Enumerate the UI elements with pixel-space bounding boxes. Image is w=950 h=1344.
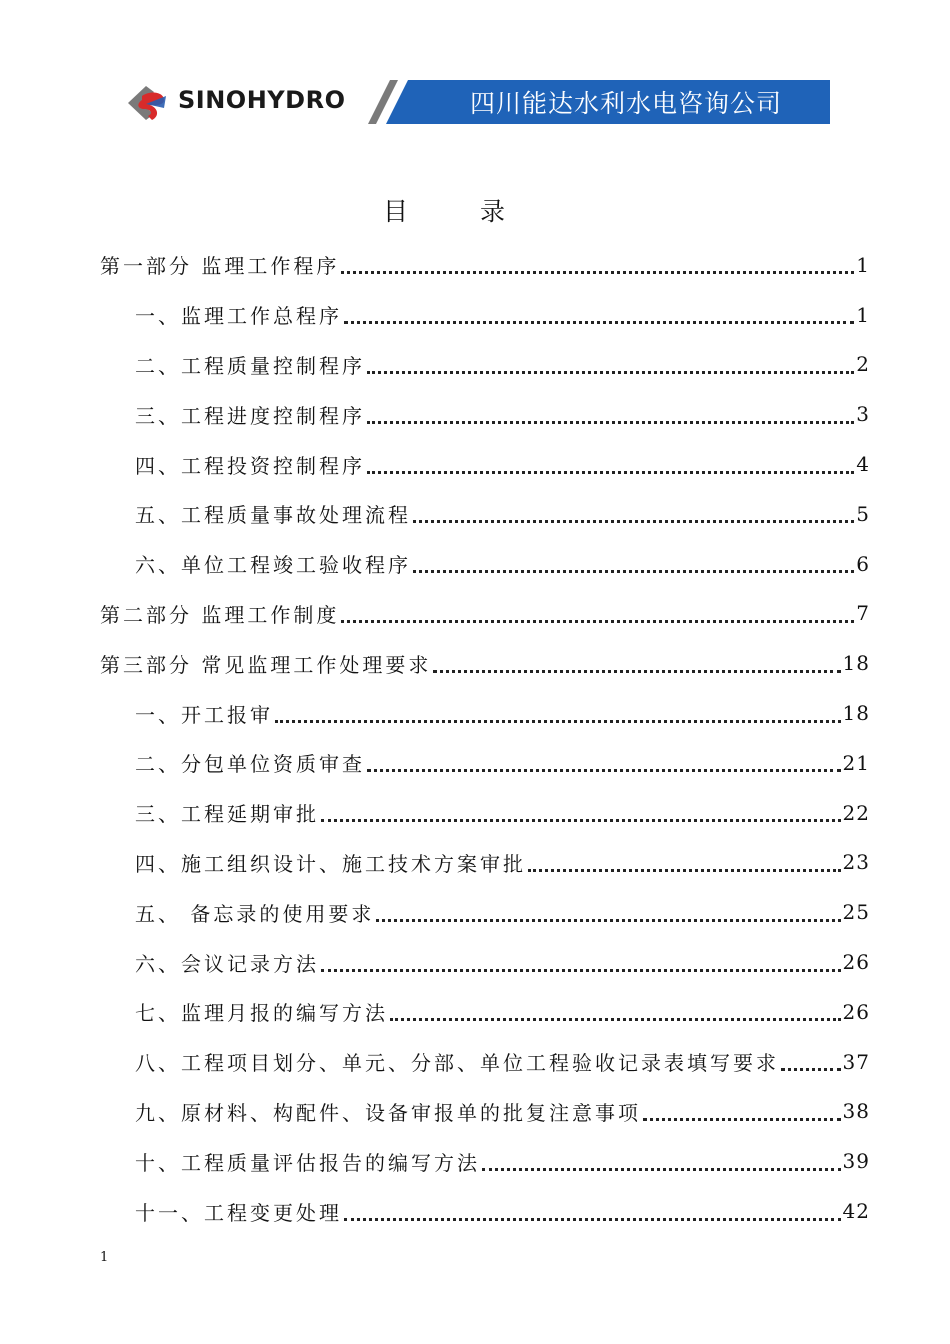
toc-dot-leader bbox=[433, 650, 840, 673]
toc-dot-leader bbox=[367, 351, 854, 374]
toc-entry[interactable] bbox=[100, 240, 870, 290]
toc-entry-label: 第二部分 监理工作制度 bbox=[100, 602, 340, 627]
toc-entry-label: 一、监理工作总程序 bbox=[135, 304, 342, 329]
toc-entry-label: 五、 备忘录的使用要求 bbox=[135, 901, 375, 926]
toc-entry-label: 二、分包单位资质审查 bbox=[135, 752, 365, 777]
toc-entry-label: 二、工程质量控制程序 bbox=[135, 353, 365, 378]
toc-dot-leader bbox=[275, 700, 841, 723]
toc-entry[interactable] bbox=[100, 1186, 870, 1236]
toc-entry-label: 六、会议记录方法 bbox=[135, 951, 319, 976]
toc-dot-leader bbox=[528, 849, 841, 872]
toc-entry-label: 四、施工组织设计、施工技术方案审批 bbox=[135, 851, 526, 876]
toc-entry-page: 4 bbox=[856, 452, 870, 477]
toc-dot-leader bbox=[482, 1148, 841, 1171]
brand-wordmark: SINOHYDRO bbox=[178, 86, 346, 114]
toc-dot-leader bbox=[321, 949, 841, 972]
toc-entry-page: 37 bbox=[842, 1049, 870, 1074]
toc-entry-page: 23 bbox=[842, 850, 870, 875]
toc-entry-page: 22 bbox=[842, 800, 870, 825]
toc-dot-leader bbox=[344, 301, 854, 324]
toc-entry[interactable] bbox=[100, 290, 870, 340]
toc-entry-label: 六、单位工程竣工验收程序 bbox=[135, 553, 411, 578]
toc-entry[interactable] bbox=[100, 887, 870, 937]
toc-entry[interactable] bbox=[100, 838, 870, 888]
toc-entry[interactable] bbox=[100, 937, 870, 987]
page-header bbox=[0, 0, 950, 140]
toc-dot-leader bbox=[413, 500, 854, 523]
toc-entry[interactable] bbox=[100, 688, 870, 738]
toc-entry[interactable] bbox=[100, 1136, 870, 1186]
toc-entry-page: 2 bbox=[856, 352, 870, 377]
toc-entry-page: 39 bbox=[842, 1149, 870, 1174]
toc-entry[interactable] bbox=[100, 1037, 870, 1087]
toc-entry-label: 三、工程进度控制程序 bbox=[135, 403, 365, 428]
toc-dot-leader bbox=[367, 451, 854, 474]
toc-entry[interactable] bbox=[100, 389, 870, 439]
toc-entry-page: 21 bbox=[842, 750, 870, 775]
toc-entry-label: 第三部分 常见监理工作处理要求 bbox=[100, 652, 432, 677]
toc-dot-leader bbox=[413, 550, 854, 573]
toc-entry[interactable] bbox=[100, 439, 870, 489]
toc-entry[interactable] bbox=[100, 788, 870, 838]
toc-entry-label: 九、原材料、构配件、设备审报单的批复注意事项 bbox=[135, 1100, 641, 1125]
toc-entry[interactable] bbox=[100, 987, 870, 1037]
toc-entry-label: 八、工程项目划分、单元、分部、单位工程验收记录表填写要求 bbox=[135, 1051, 779, 1076]
toc-dot-leader bbox=[390, 998, 841, 1021]
page-title: 目录 bbox=[382, 197, 577, 226]
toc-entry-page: 5 bbox=[856, 501, 870, 526]
toc-dot-leader bbox=[341, 600, 854, 623]
toc-entry[interactable] bbox=[100, 589, 870, 639]
toc-dot-leader bbox=[781, 1048, 841, 1071]
toc-dot-leader bbox=[376, 899, 840, 922]
table-of-contents bbox=[100, 240, 870, 1236]
toc-entry-page: 7 bbox=[856, 601, 870, 626]
toc-entry-page: 25 bbox=[842, 900, 870, 925]
toc-entry-page: 1 bbox=[856, 252, 870, 277]
toc-entry-label: 十一、工程变更处理 bbox=[135, 1200, 342, 1225]
toc-entry[interactable] bbox=[100, 539, 870, 589]
toc-entry-page: 3 bbox=[856, 402, 870, 427]
toc-entry-page: 6 bbox=[856, 551, 870, 576]
toc-entry[interactable] bbox=[100, 340, 870, 390]
toc-dot-leader bbox=[367, 401, 854, 424]
toc-entry-page: 18 bbox=[842, 651, 870, 676]
sinohydro-logo-icon bbox=[120, 78, 172, 128]
toc-dot-leader bbox=[341, 251, 854, 274]
toc-entry-label: 一、开工报审 bbox=[135, 702, 273, 727]
toc-entry[interactable] bbox=[100, 638, 870, 688]
toc-entry-label: 五、工程质量事故处理流程 bbox=[135, 503, 411, 528]
toc-entry-page: 18 bbox=[842, 701, 870, 726]
toc-entry-label: 四、工程投资控制程序 bbox=[135, 453, 365, 478]
toc-entry-page: 26 bbox=[842, 950, 870, 975]
company-name: 四川能达水利水电咨询公司 bbox=[470, 89, 783, 118]
toc-entry[interactable] bbox=[100, 1087, 870, 1137]
toc-dot-leader bbox=[344, 1198, 841, 1221]
toc-entry-label: 第一部分 监理工作程序 bbox=[100, 254, 340, 279]
toc-entry[interactable] bbox=[100, 738, 870, 788]
toc-entry-page: 38 bbox=[842, 1099, 870, 1124]
toc-dot-leader bbox=[643, 1098, 841, 1121]
toc-entry-page: 26 bbox=[842, 999, 870, 1024]
toc-dot-leader bbox=[367, 749, 841, 772]
page-number: 1 bbox=[100, 1250, 109, 1265]
toc-entry-label: 十、工程质量评估报告的编写方法 bbox=[135, 1150, 480, 1175]
toc-entry-page: 1 bbox=[856, 302, 870, 327]
toc-entry-label: 七、监理月报的编写方法 bbox=[135, 1001, 388, 1026]
toc-entry-page: 42 bbox=[842, 1199, 870, 1224]
toc-entry[interactable] bbox=[100, 489, 870, 539]
toc-dot-leader bbox=[321, 799, 841, 822]
toc-entry-label: 三、工程延期审批 bbox=[135, 802, 319, 827]
